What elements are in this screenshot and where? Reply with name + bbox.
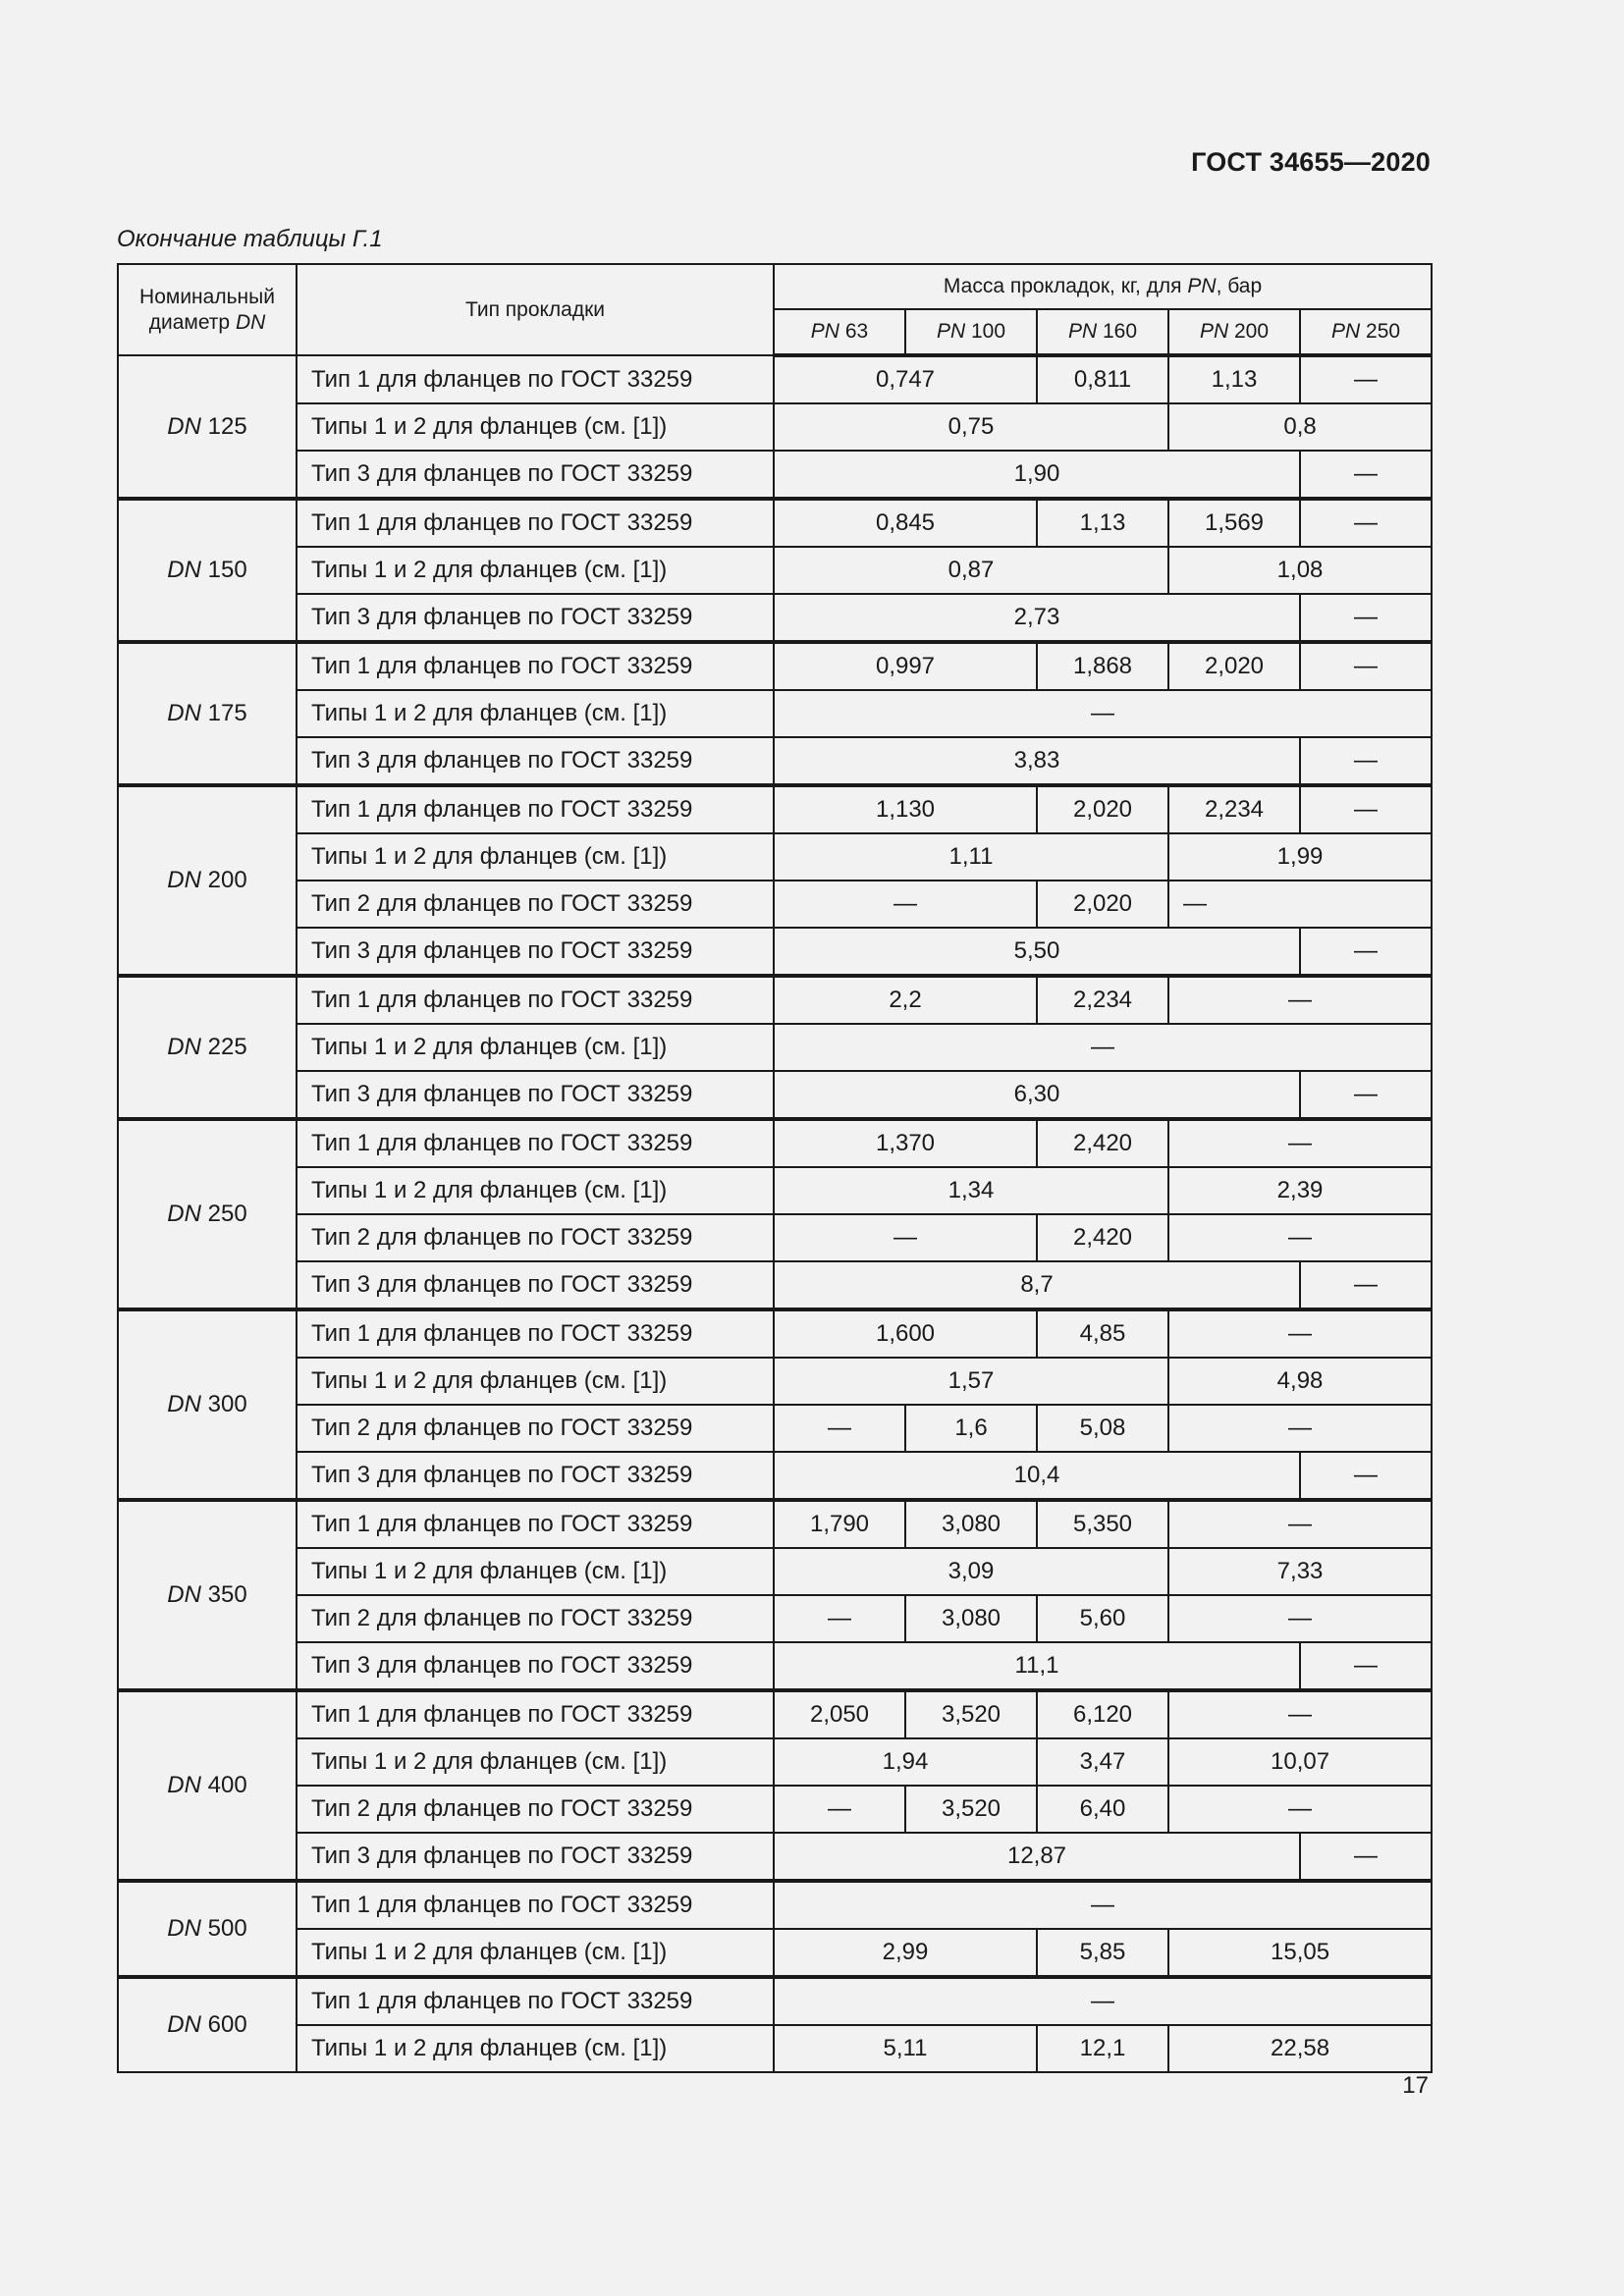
header-pn-200: PN 200 (1168, 309, 1300, 355)
mass-value-cell: — (1168, 1405, 1432, 1452)
table-row (118, 1738, 1432, 1786)
table-row (118, 2025, 1432, 2072)
mass-value-cell: — (774, 1024, 1432, 1071)
table-row (118, 1500, 1432, 1548)
table-row (118, 1405, 1432, 1452)
mass-value-cell: 2,420 (1037, 1119, 1168, 1167)
table-row (118, 499, 1432, 547)
gasket-type-cell: Типы 1 и 2 для фланцев (см. [1]) (297, 1024, 774, 1071)
mass-value-cell: 1,57 (774, 1358, 1168, 1405)
gasket-mass-table (117, 263, 1433, 2073)
table-row (118, 355, 1432, 403)
mass-value-cell: — (1300, 928, 1432, 976)
nominal-diameter-cell: DN 200 (118, 785, 297, 976)
table-row (118, 1358, 1432, 1405)
mass-value-cell: 12,87 (774, 1833, 1300, 1881)
mass-value-cell: 3,080 (905, 1500, 1037, 1548)
table-row (118, 1071, 1432, 1119)
mass-value-cell: — (1168, 1119, 1432, 1167)
table-row (118, 1548, 1432, 1595)
gasket-type-cell: Тип 3 для фланцев по ГОСТ 33259 (297, 1452, 774, 1500)
table-row (118, 1690, 1432, 1738)
mass-value-cell: 2,73 (774, 594, 1300, 642)
mass-value-cell: — (1168, 1786, 1432, 1833)
header-nominal-diameter (118, 264, 297, 355)
mass-value-cell: 2,2 (774, 976, 1037, 1024)
gasket-type-cell: Типы 1 и 2 для фланцев (см. [1]) (297, 2025, 774, 2072)
gasket-type-cell: Типы 1 и 2 для фланцев (см. [1]) (297, 1358, 774, 1405)
mass-value-cell: 5,08 (1037, 1405, 1168, 1452)
gasket-type-cell: Тип 1 для фланцев по ГОСТ 33259 (297, 1881, 774, 1929)
mass-value-cell: 4,85 (1037, 1309, 1168, 1358)
mass-value-cell: 3,520 (905, 1690, 1037, 1738)
gasket-type-cell: Тип 3 для фланцев по ГОСТ 33259 (297, 1261, 774, 1309)
mass-value-cell: 2,234 (1037, 976, 1168, 1024)
mass-value-cell: — (1300, 1452, 1432, 1500)
mass-value-cell: 1,08 (1168, 547, 1432, 594)
mass-value-cell: 15,05 (1168, 1929, 1432, 1977)
gasket-type-cell: Типы 1 и 2 для фланцев (см. [1]) (297, 403, 774, 451)
gasket-type-cell: Тип 2 для фланцев по ГОСТ 33259 (297, 1786, 774, 1833)
mass-value-cell: — (1300, 499, 1432, 547)
mass-value-cell: 1,868 (1037, 642, 1168, 690)
table-row (118, 594, 1432, 642)
mass-value-cell: 5,50 (774, 928, 1300, 976)
mass-value-cell: 1,6 (905, 1405, 1037, 1452)
gasket-type-cell: Тип 1 для фланцев по ГОСТ 33259 (297, 1309, 774, 1358)
gasket-type-cell: Тип 3 для фланцев по ГОСТ 33259 (297, 1833, 774, 1881)
mass-value-cell: 2,99 (774, 1929, 1037, 1977)
table-row (118, 547, 1432, 594)
table-body (118, 355, 1432, 2072)
mass-value-cell: — (1300, 1071, 1432, 1119)
header-pn-250: PN 250 (1300, 309, 1432, 355)
mass-value-cell: — (1300, 1642, 1432, 1690)
mass-value-cell: — (774, 690, 1432, 737)
gasket-type-cell: Тип 1 для фланцев по ГОСТ 33259 (297, 1500, 774, 1548)
mass-value-cell: — (1168, 1214, 1432, 1261)
gasket-type-cell: Тип 1 для фланцев по ГОСТ 33259 (297, 976, 774, 1024)
table-row (118, 1452, 1432, 1500)
table-row (118, 881, 1432, 928)
mass-value-cell: 6,120 (1037, 1690, 1168, 1738)
nominal-diameter-cell: DN 175 (118, 642, 297, 785)
mass-value-cell: — (1168, 1595, 1432, 1642)
gasket-type-cell: Тип 1 для фланцев по ГОСТ 33259 (297, 499, 774, 547)
mass-value-cell: 2,050 (774, 1690, 905, 1738)
mass-value-cell: 22,58 (1168, 2025, 1432, 2072)
mass-value-cell: 1,11 (774, 833, 1168, 881)
mass-value-cell: 0,8 (1168, 403, 1432, 451)
header-nominal-line2: диаметр DN (148, 310, 266, 334)
gasket-type-cell: Типы 1 и 2 для фланцев (см. [1]) (297, 1929, 774, 1977)
nominal-diameter-cell: DN 500 (118, 1881, 297, 1977)
table-caption: Окончание таблицы Г.1 (117, 226, 383, 252)
mass-value-cell: 3,080 (905, 1595, 1037, 1642)
mass-value-cell: — (774, 881, 1037, 928)
table-row (118, 1167, 1432, 1214)
mass-value-cell: 1,34 (774, 1167, 1168, 1214)
mass-value-cell: 7,33 (1168, 1548, 1432, 1595)
gasket-type-cell: Тип 1 для фланцев по ГОСТ 33259 (297, 355, 774, 403)
gasket-type-cell: Тип 2 для фланцев по ГОСТ 33259 (297, 1214, 774, 1261)
gasket-type-cell: Типы 1 и 2 для фланцев (см. [1]) (297, 833, 774, 881)
mass-value-cell: 1,13 (1037, 499, 1168, 547)
header-gasket-type: Тип прокладки (297, 264, 774, 355)
nominal-diameter-cell: DN 125 (118, 355, 297, 499)
mass-value-cell: 5,60 (1037, 1595, 1168, 1642)
header-pn-63: PN 63 (774, 309, 905, 355)
mass-value-cell: 5,350 (1037, 1500, 1168, 1548)
mass-value-cell: 0,845 (774, 499, 1037, 547)
mass-value-cell: 2,020 (1037, 881, 1168, 928)
mass-value-cell: — (1300, 355, 1432, 403)
mass-value-cell: 2,234 (1168, 785, 1300, 833)
mass-value-cell: — (1300, 451, 1432, 499)
mass-value-cell: 12,1 (1037, 2025, 1168, 2072)
mass-value-cell: — (1168, 976, 1432, 1024)
table-row (118, 451, 1432, 499)
gasket-type-cell: Тип 1 для фланцев по ГОСТ 33259 (297, 1690, 774, 1738)
mass-value-cell: 1,130 (774, 785, 1037, 833)
nominal-diameter-cell: DN 225 (118, 976, 297, 1119)
mass-value-cell: 2,020 (1168, 642, 1300, 690)
mass-value-cell: 8,7 (774, 1261, 1300, 1309)
table-row (118, 785, 1432, 833)
table-row (118, 1786, 1432, 1833)
mass-value-cell: — (1168, 1309, 1432, 1358)
mass-value-cell: 5,11 (774, 2025, 1037, 2072)
mass-value-cell: — (1168, 1690, 1432, 1738)
gasket-type-cell: Тип 1 для фланцев по ГОСТ 33259 (297, 785, 774, 833)
mass-value-cell: 3,520 (905, 1786, 1037, 1833)
mass-value-cell: 3,47 (1037, 1738, 1168, 1786)
mass-value-cell: 6,30 (774, 1071, 1300, 1119)
mass-value-cell: 2,39 (1168, 1167, 1432, 1214)
table-row (118, 1881, 1432, 1929)
mass-value-cell: 1,569 (1168, 499, 1300, 547)
table-row (118, 833, 1432, 881)
mass-value-cell: 4,98 (1168, 1358, 1432, 1405)
table-row (118, 1261, 1432, 1309)
mass-value-cell: 1,370 (774, 1119, 1037, 1167)
table-row (118, 1595, 1432, 1642)
mass-value-cell: — (1300, 1261, 1432, 1309)
mass-value-cell: — (774, 1405, 905, 1452)
table-row (118, 1309, 1432, 1358)
gasket-type-cell: Типы 1 и 2 для фланцев (см. [1]) (297, 1167, 774, 1214)
mass-value-cell: — (1300, 642, 1432, 690)
table-row (118, 928, 1432, 976)
gasket-type-cell: Тип 3 для фланцев по ГОСТ 33259 (297, 737, 774, 785)
table-row (118, 690, 1432, 737)
nominal-diameter-cell: DN 600 (118, 1977, 297, 2072)
mass-value-cell: — (1300, 785, 1432, 833)
mass-value-cell: 10,4 (774, 1452, 1300, 1500)
gasket-type-cell: Тип 3 для фланцев по ГОСТ 33259 (297, 594, 774, 642)
header-nominal-line1: Номинальный (139, 285, 275, 308)
table-row (118, 1833, 1432, 1881)
table-row (118, 1977, 1432, 2025)
mass-value-cell: — (1300, 737, 1432, 785)
mass-value-cell: 0,747 (774, 355, 1037, 403)
mass-value-cell: 2,020 (1037, 785, 1168, 833)
mass-value-cell: 2,420 (1037, 1214, 1168, 1261)
table-row (118, 976, 1432, 1024)
mass-value-cell: 3,09 (774, 1548, 1168, 1595)
header-pn-160: PN 160 (1037, 309, 1168, 355)
page-number: 17 (1402, 2072, 1429, 2099)
mass-value-cell: 1,790 (774, 1500, 905, 1548)
nominal-diameter-cell: DN 250 (118, 1119, 297, 1309)
gasket-type-cell: Тип 1 для фланцев по ГОСТ 33259 (297, 1977, 774, 2025)
gasket-type-cell: Типы 1 и 2 для фланцев (см. [1]) (297, 547, 774, 594)
gasket-type-cell: Тип 2 для фланцев по ГОСТ 33259 (297, 1405, 774, 1452)
mass-value-cell: 6,40 (1037, 1786, 1168, 1833)
mass-value-cell: — (774, 1595, 905, 1642)
mass-value-cell: — (774, 1786, 905, 1833)
mass-value-cell: 1,13 (1168, 355, 1300, 403)
mass-value-cell: 1,90 (774, 451, 1300, 499)
table-row (118, 1929, 1432, 1977)
table-row (118, 1119, 1432, 1167)
header-pn-100: PN 100 (905, 309, 1037, 355)
mass-value-cell: 1,99 (1168, 833, 1432, 881)
table-row (118, 403, 1432, 451)
gasket-type-cell: Типы 1 и 2 для фланцев (см. [1]) (297, 690, 774, 737)
gasket-type-cell: Тип 2 для фланцев по ГОСТ 33259 (297, 881, 774, 928)
table-row (118, 1642, 1432, 1690)
mass-value-cell: — (1168, 881, 1432, 928)
mass-value-cell: — (774, 1977, 1432, 2025)
mass-value-cell: 3,83 (774, 737, 1300, 785)
gasket-type-cell: Тип 3 для фланцев по ГОСТ 33259 (297, 451, 774, 499)
mass-value-cell: — (774, 1881, 1432, 1929)
mass-value-cell: 10,07 (1168, 1738, 1432, 1786)
table-row (118, 1214, 1432, 1261)
gasket-type-cell: Тип 3 для фланцев по ГОСТ 33259 (297, 1642, 774, 1690)
table-row (118, 737, 1432, 785)
mass-value-cell: — (1300, 594, 1432, 642)
mass-value-cell: 5,85 (1037, 1929, 1168, 1977)
nominal-diameter-cell: DN 300 (118, 1309, 297, 1500)
nominal-diameter-cell: DN 350 (118, 1500, 297, 1690)
mass-value-cell: 0,87 (774, 547, 1168, 594)
gasket-type-cell: Тип 3 для фланцев по ГОСТ 33259 (297, 928, 774, 976)
gasket-type-cell: Тип 1 для фланцев по ГОСТ 33259 (297, 1119, 774, 1167)
nominal-diameter-cell: DN 400 (118, 1690, 297, 1881)
nominal-diameter-cell: DN 150 (118, 499, 297, 642)
gasket-type-cell: Типы 1 и 2 для фланцев (см. [1]) (297, 1548, 774, 1595)
header-mass: Масса прокладок, кг, для PN, бар (774, 264, 1432, 309)
mass-value-cell: 11,1 (774, 1642, 1300, 1690)
mass-value-cell: — (774, 1214, 1037, 1261)
mass-value-cell: — (1300, 1833, 1432, 1881)
gasket-type-cell: Тип 2 для фланцев по ГОСТ 33259 (297, 1595, 774, 1642)
mass-value-cell: 0,75 (774, 403, 1168, 451)
gasket-type-cell: Тип 3 для фланцев по ГОСТ 33259 (297, 1071, 774, 1119)
table-row (118, 642, 1432, 690)
mass-value-cell: 0,997 (774, 642, 1037, 690)
mass-value-cell: — (1168, 1500, 1432, 1548)
gasket-type-cell: Тип 1 для фланцев по ГОСТ 33259 (297, 642, 774, 690)
mass-value-cell: 1,94 (774, 1738, 1037, 1786)
gasket-type-cell: Типы 1 и 2 для фланцев (см. [1]) (297, 1738, 774, 1786)
mass-value-cell: 0,811 (1037, 355, 1168, 403)
table-row (118, 1024, 1432, 1071)
standard-number: ГОСТ 34655—2020 (1191, 147, 1431, 177)
mass-value-cell: 1,600 (774, 1309, 1037, 1358)
